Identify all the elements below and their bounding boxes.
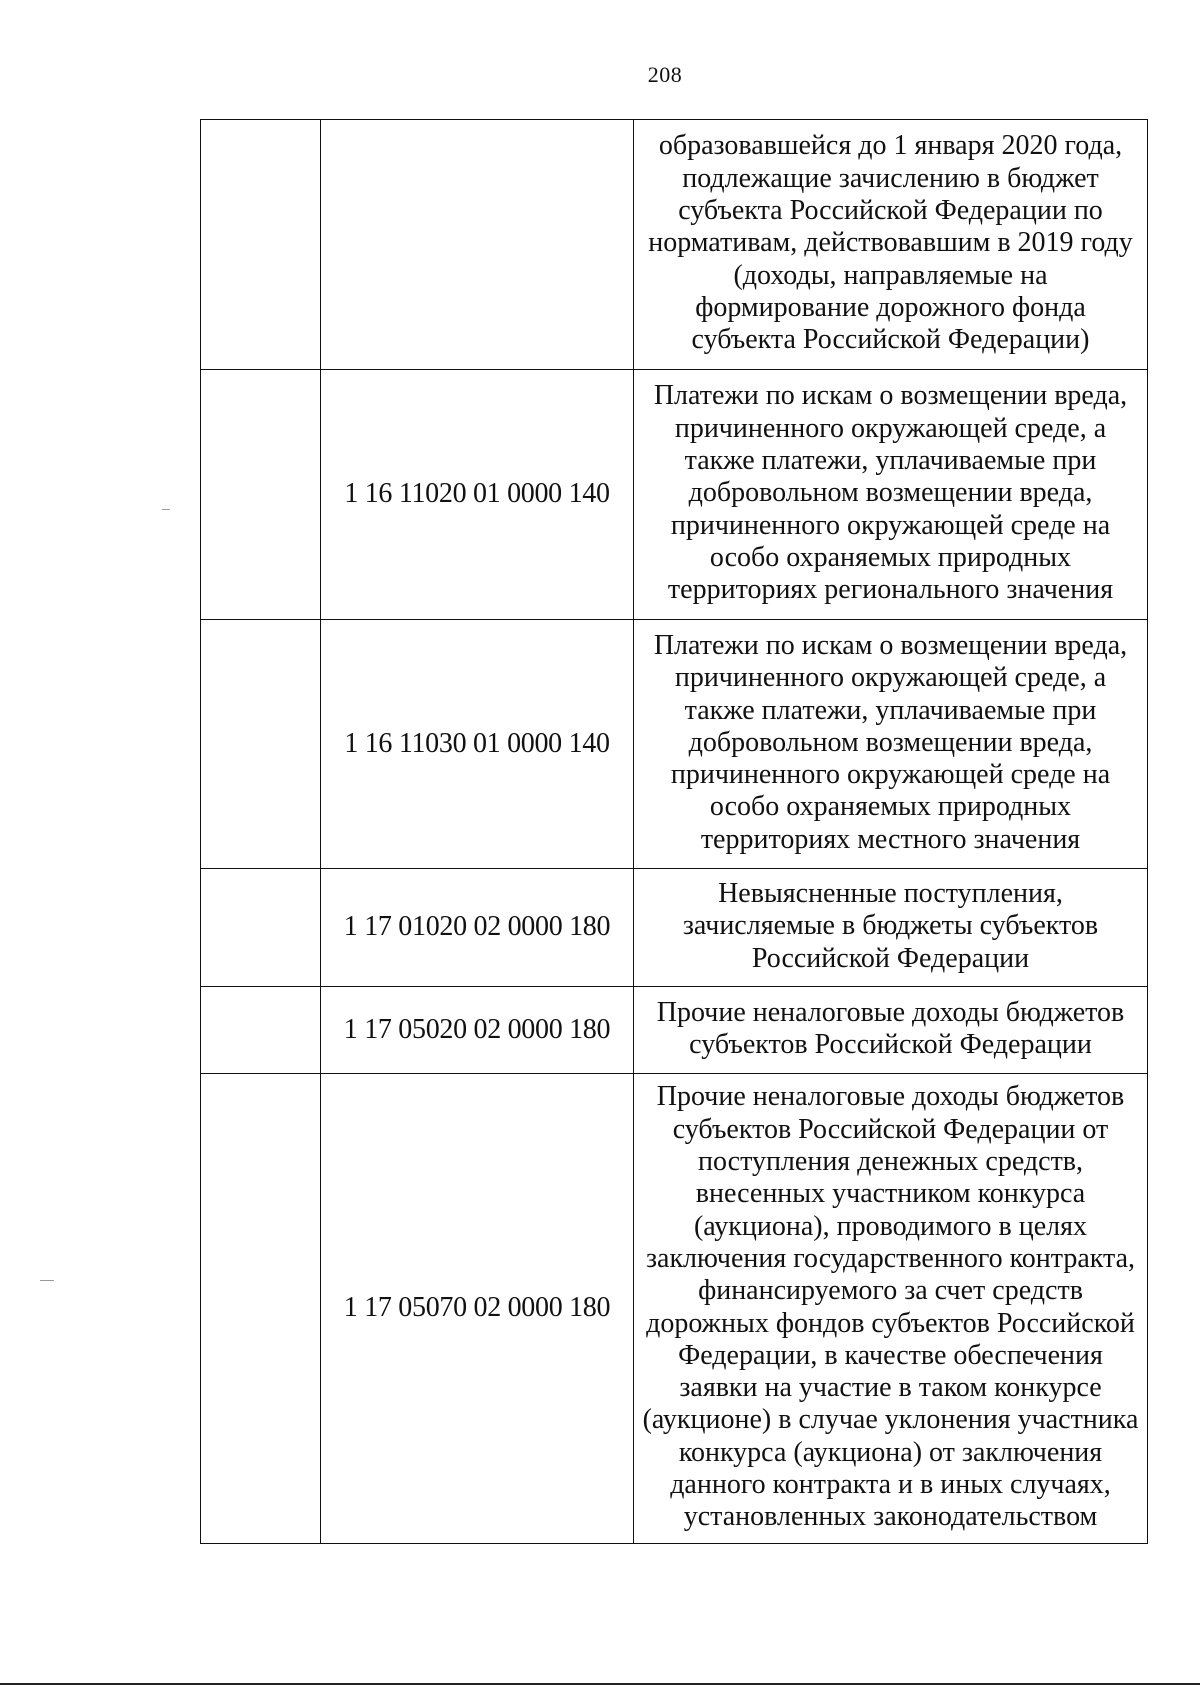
- budget-code-cell: 1 16 11030 01 0000 140: [321, 620, 634, 869]
- page-number: 208: [647, 62, 683, 87]
- description-line: особо охраняемых природных: [709, 791, 1072, 823]
- description-line: субъекта Российской Федерации по: [678, 195, 1103, 227]
- income-description-cell: [634, 987, 1148, 1074]
- description-line: причиненного окружающей среде на: [670, 759, 1111, 791]
- description-line: субъектов Российской Федерации: [689, 1029, 1092, 1060]
- budget-classification-table: [200, 119, 1148, 1544]
- description-line: (аукциона), проводимого в целях: [693, 1210, 1088, 1242]
- admin-code-cell: [201, 1074, 321, 1544]
- description-line: внесенных участником конкурса: [695, 1178, 1086, 1210]
- description-line: Российской Федерации: [751, 942, 1030, 974]
- budget-code-cell: [321, 120, 634, 370]
- scan-edge-line: [0, 1683, 1200, 1685]
- description-line: подлежащие зачислению в бюджет: [682, 162, 1099, 194]
- admin-code-cell: [201, 620, 321, 869]
- description-line: конкурса (аукциона) от заключения: [678, 1436, 1103, 1468]
- description-line: территориях местного значения: [700, 823, 1081, 855]
- budget-code-cell: 1 17 05070 02 0000 180: [321, 1074, 634, 1544]
- description-line: заключения государственного контракта,: [645, 1242, 1136, 1274]
- admin-code-cell: [201, 120, 321, 370]
- description-line: (аукционе) в случае уклонения участника: [642, 1404, 1139, 1436]
- income-description-cell: [634, 1074, 1148, 1544]
- budget-code-cell: 1 16 11020 01 0000 140: [321, 370, 634, 620]
- description-line: образовавшейся до 1 января 2020 года,: [658, 130, 1123, 162]
- income-description-cell: [634, 869, 1148, 987]
- description-line: (доходы, направляемые на: [733, 259, 1048, 291]
- budget-code-cell: 1 17 01020 02 0000 180: [321, 869, 634, 987]
- description-line: субъектов Российской Федерации от: [672, 1113, 1109, 1145]
- description-line: Прочие неналоговые доходы бюджетов: [656, 996, 1125, 1028]
- income-description-cell: [634, 120, 1148, 370]
- description-line: Платежи по искам о возмещении вреда,: [653, 380, 1128, 412]
- description-line: особо охраняемых природных: [709, 541, 1072, 573]
- budget-code-cell: 1 17 05020 02 0000 180: [321, 987, 634, 1074]
- description-line: установленных законодательством: [683, 1501, 1098, 1533]
- description-line: также платежи, уплачиваемые при: [684, 694, 1097, 726]
- scan-speck: [162, 509, 170, 510]
- description-line: данного контракта и в иных случаях,: [670, 1468, 1111, 1500]
- description-line: Невыясненные поступления,: [718, 878, 1063, 910]
- description-line: зачисляемые в бюджеты субъектов: [682, 910, 1099, 942]
- description-line: поступления денежных средств,: [697, 1146, 1084, 1178]
- admin-code-cell: [201, 869, 321, 987]
- description-line: добровольном возмещении вреда,: [688, 726, 1093, 758]
- table-row: [201, 869, 1148, 987]
- description-line: Федерации, в качестве обеспечения: [678, 1339, 1103, 1371]
- description-line: Платежи по искам о возмещении вреда,: [653, 629, 1128, 661]
- income-description-cell: [634, 370, 1148, 620]
- scan-speck: [40, 1280, 54, 1281]
- description-line: Прочие неналоговые доходы бюджетов: [656, 1081, 1125, 1113]
- description-line: также платежи, уплачиваемые при: [684, 445, 1097, 477]
- admin-code-cell: [201, 987, 321, 1074]
- description-line: субъекта Российской Федерации): [691, 324, 1090, 356]
- description-line: причиненного окружающей среде, а: [674, 412, 1107, 444]
- description-line: причиненного окружающей среде на: [670, 509, 1111, 541]
- table-row: [201, 1074, 1148, 1544]
- admin-code-cell: [201, 370, 321, 620]
- description-line: формирование дорожного фонда: [695, 291, 1086, 323]
- description-line: добровольном возмещении вреда,: [688, 477, 1093, 509]
- description-line: нормативам, действовавшим в 2019 году: [648, 227, 1133, 259]
- description-line: финансируемого за счет средств: [698, 1275, 1083, 1307]
- description-line: территориях регионального значения: [667, 574, 1114, 606]
- description-line: заявки на участие в таком конкурсе: [679, 1372, 1102, 1404]
- table-row: [201, 370, 1148, 620]
- table-row: [201, 620, 1148, 869]
- description-line: дорожных фондов субъектов Российской: [646, 1307, 1135, 1339]
- table-row: [201, 987, 1148, 1074]
- income-description-cell: [634, 620, 1148, 869]
- table-row: [201, 120, 1148, 370]
- description-line: причиненного окружающей среде, а: [674, 662, 1107, 694]
